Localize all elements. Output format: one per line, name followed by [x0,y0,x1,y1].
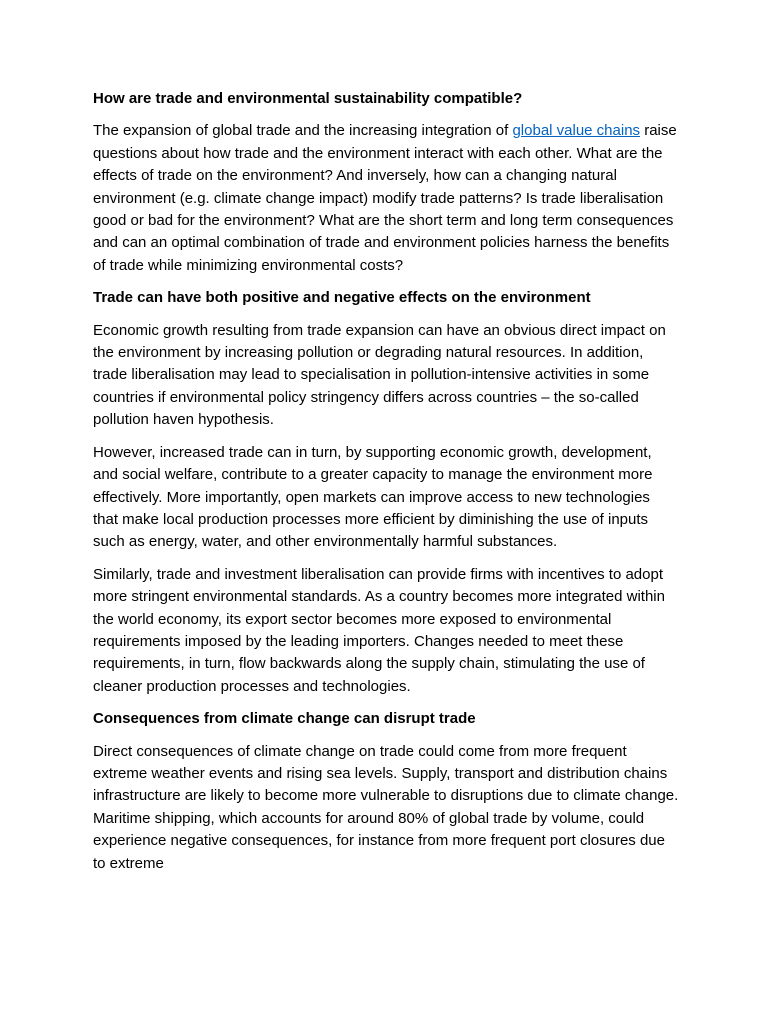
paragraph-intro [93,120,679,277]
paragraph-investment-liberalisation: Similarly, trade and investment liberalisation can provide firms with incentives to adopt more stringent environmental standards. As a country becomes more integrated within the world economy, its export sector becomes more exposed to environmental requirements imposed by the leading importers. Changes needed to meet these requirements, in turn, flow backwards along the supply chain, stimulating the use of cleaner production processes and technologies. [93,565,665,695]
global-value-chains-link[interactable]: global value chains [512,122,641,140]
paragraph-increased-trade: However, increased trade can in turn, by supporting economic growth, development, and social welfare, contribute to a greater capacity to manage the environment more effectively. More importantly, open markets can improve access to new technologies that make local production processes more efficient by diminishing the use of inputs such as energy, water, and other environmentally harmful substances. [93,443,653,551]
section-heading-trade-sustainability: How are trade and environmental sustainability compatible? [93,90,523,107]
paragraph-intro-text-after-link: raise questions about how trade and the environment interact with each other. What are the effects of trade on the environment? And inversely, how can a changing natural environment (e.g. climate change impact) modify trade patterns? Is trade liberalisation good or bad for the environment? What are the short term and long term consequences and can an optimal combination of trade and environment policies harness the benefits of trade while minimizing environmental costs? [93,122,677,274]
paragraph-intro-text-before-link: The expansion of global trade and the increasing integration of [93,122,513,140]
section-heading-climate-change: Consequences from climate change can disrupt trade [93,710,476,728]
paragraph-economic-growth: Economic growth resulting from trade expansion can have an obvious direct impact on the environment by increasing pollution or degrading natural resources. In addition, trade liberalisation may lead to specialisation in pollution-intensive activities in some countries if environmental policy stringency differs across countries – the so-called pollution haven hypothesis. [93,321,666,429]
document-page [93,88,679,885]
paragraph-climate-consequences: Direct consequences of climate change on trade could come from more frequent extreme weather events and rising sea levels. Supply, transport and distribution chains infrastructure are likely to become more vulnerable to disruptions due to climate change. Maritime shipping, which accounts for around 80% of global trade by volume, could experience negative consequences, for instance from more frequent port closures due to extreme [93,742,679,872]
section-heading-positive-negative-effects: Trade can have both positive and negative effects on the environment [93,289,591,307]
